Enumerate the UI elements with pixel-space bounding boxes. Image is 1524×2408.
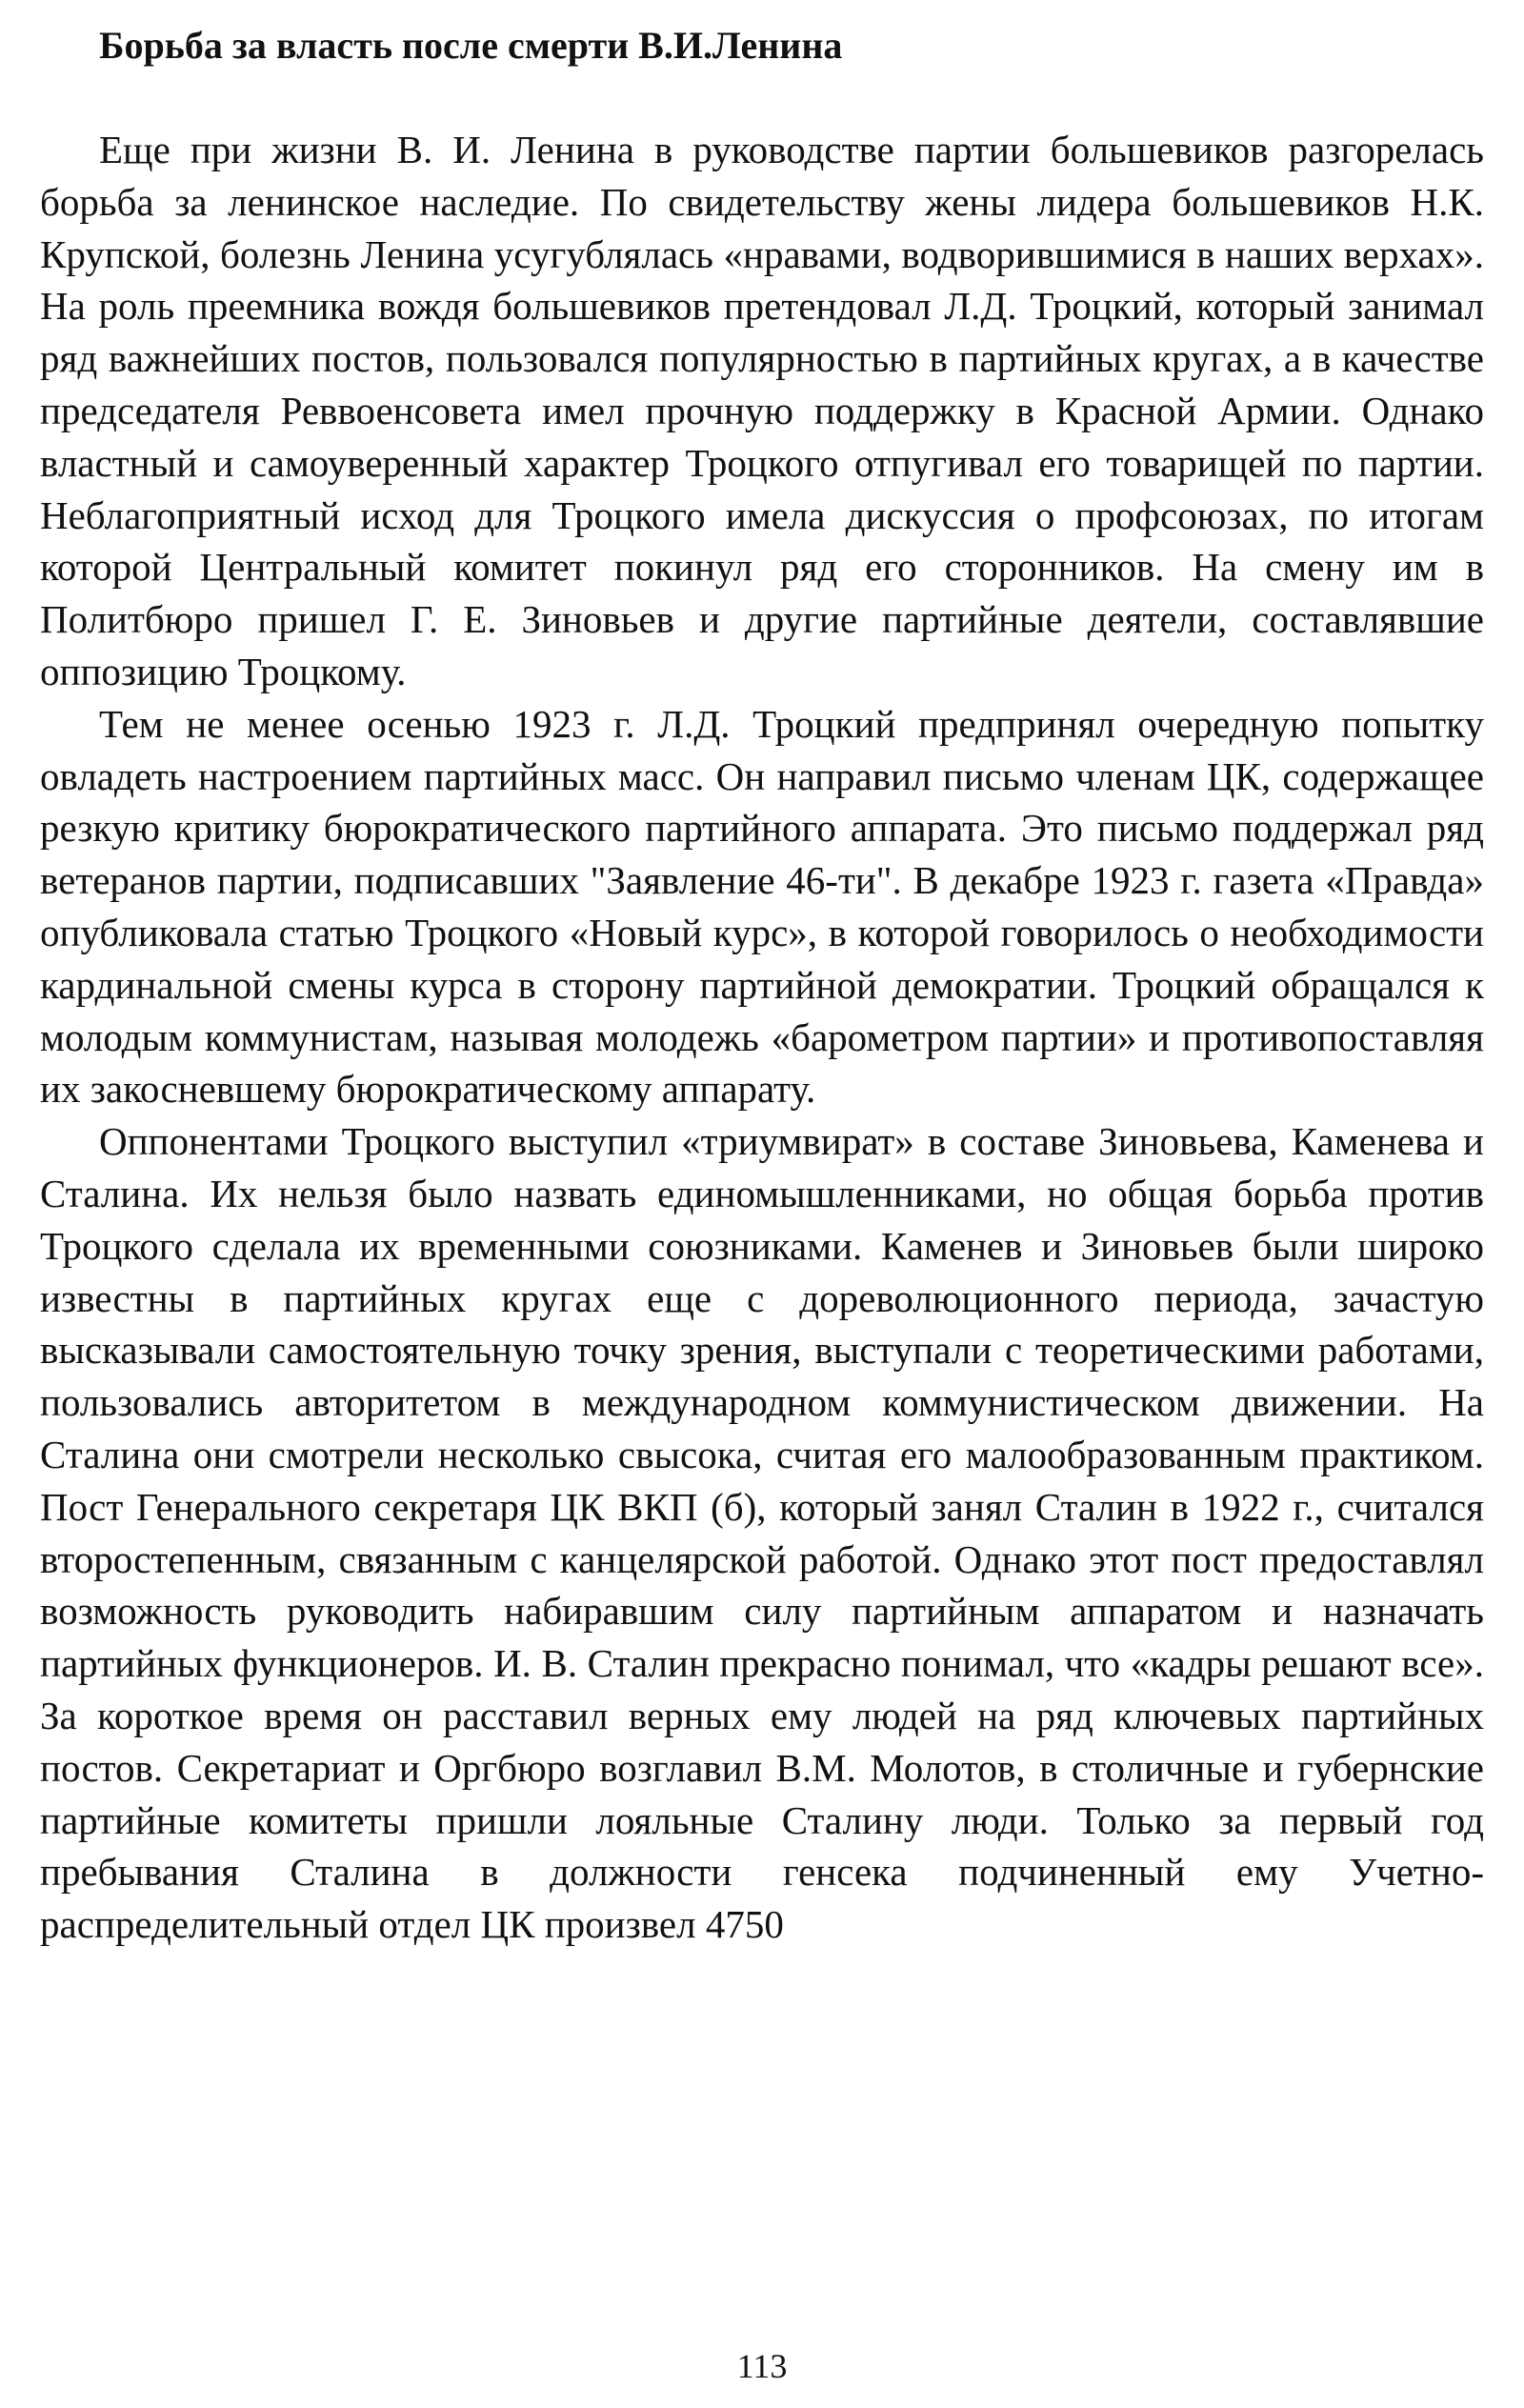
body-text xyxy=(40,124,1484,1951)
paragraph-1: Еще при жизни В. И. Ленина в руководстве партии большевиков разгорелась борьба за ленинское наследие. По свидетельству жены лидера большевиков Н.К. Крупской, болезнь Ленина усугублялась «нравами, водворившимися в наших верхах». На роль преемника вождя большевиков претендовал Л.Д. Троцкий, который занимал ряд важнейших постов, пользовался популярностью в партийных кругах, а в качестве председателя Реввоенсовета имел прочную поддержку в Красной Армии. Однако властный и самоуверенный характер Троцкого отпугивал его товарищей по партии. Неблагоприятный исход для Троцкого имела дискуссия о профсоюзах, по итогам которой Центральный комитет покинул ряд его сторонников. На смену им в Политбюро пришел Г. Е. Зиновьев и другие партийные деятели, составлявшие оппозицию Троцкому. xyxy=(40,128,1484,693)
page-title: Борьба за власть после смерти В.И.Ленина xyxy=(99,24,843,67)
paragraph-3: Оппонентами Троцкого выступил «триумвират» в составе Зиновьева, Каменева и Сталина. Их нельзя было назвать единомышленниками, но общая борьба против Троцкого сделала их временными союзниками. Каменев и Зиновьев были широко известны в партийных кругах еще с дореволюционного периода, зачастую высказывали самостоятельную точку зрения, выступали с теоретическими работами, пользовались авторитетом в международном коммунистическом движении. На Сталина они смотрели несколько свысока, считая его малообразованным практиком. Пост Генерального секретаря ЦК ВКП (б), который занял Сталин в 1922 г., считался второстепенным, связанным с канцелярской работой. Однако этот пост предоставлял возможность руководить набиравшим силу партийным аппаратом и назначать партийных функционеров. И. В. Сталин прекрасно понимал, что «кадры решают все». За короткое время он расставил верных ему людей на ряд ключевых партийных постов. Секретариат и Оргбюро возглавил В.М. Молотов, в столичные и губернские партийные комитеты пришли лояльные Сталину люди. Только за первый год пребывания Сталина в должности генсека подчиненный ему Учетно-распределительный отдел ЦК произвел 4750 xyxy=(40,1119,1484,1947)
page-number: 113 xyxy=(736,2347,788,2385)
paragraph-2: Тем не менее осенью 1923 г. Л.Д. Троцкий предпринял очередную попытку овладеть настроением партийных масс. Он направил письмо членам ЦК, содержащее резкую критику бюрократического партийного аппарата. Это письмо поддержал ряд ветеранов партии, подписавших "Заявление 46-ти". В декабре 1923 г. газета «Правда» опубликовала статью Троцкого «Новый курс», в которой говорилось о необходимости кардинальной смены курса в сторону партийной демократии. Троцкий обращался к молодым коммунистам, называя молодежь «барометром партии» и противопоставляя их закосневшему бюрократическому аппарату. xyxy=(40,701,1484,1112)
